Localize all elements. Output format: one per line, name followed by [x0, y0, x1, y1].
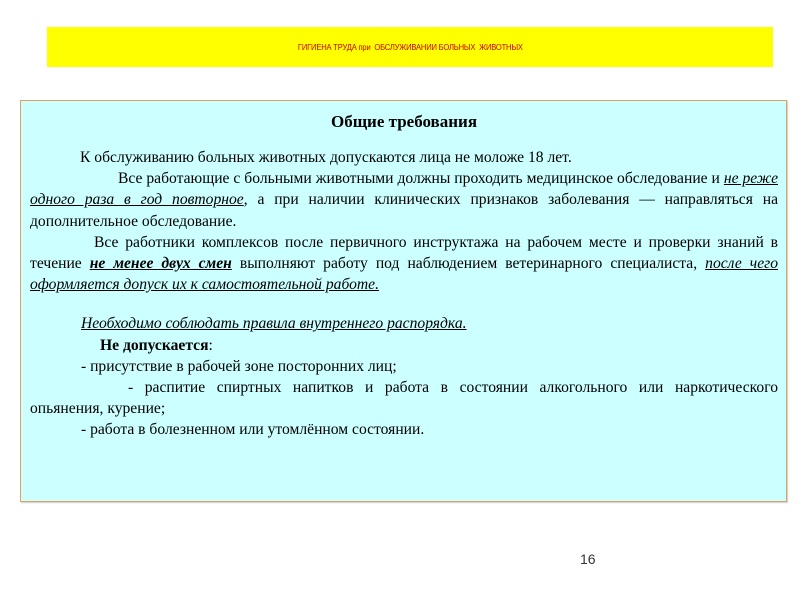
content-box	[20, 100, 787, 502]
paragraph-medical-exam	[30, 168, 778, 232]
slide-title: ГИГИЕНА ТРУДА при ОБСЛУЖИВАНИИ БОЛЬНЫХ ЖИВОТНЫХ	[297, 42, 523, 52]
list-item: - присутствие в рабочей зоне посторонних лиц;	[81, 357, 397, 375]
supervision-text-a: Все работники комплексов после первичного инструктажа на рабочем месте и проверки знаний в течение	[30, 233, 778, 273]
not-allowed-colon: :	[208, 336, 213, 354]
not-allowed-label: Не допускается	[100, 336, 209, 354]
medical-exam-text-a: Все работающие с больными животными должны проходить медицинское обследование и	[118, 170, 724, 188]
paragraph-supervision	[30, 232, 778, 296]
internal-rules-text: Необходимо соблюдать правила внутреннего распорядка.	[81, 315, 467, 333]
supervision-emphasis-shifts: не менее двух смен	[89, 255, 232, 273]
list-item: - распитие спиртных напитков и работа в состоянии алкогольного или наркотического опьянения, курение;	[30, 379, 778, 418]
title-banner	[47, 27, 773, 67]
page-number: 16	[580, 551, 596, 567]
medical-exam-emphasis: не реже одного раза в год повторное	[30, 170, 778, 209]
not-allowed-heading	[30, 335, 778, 356]
section-heading: Общие требования	[330, 112, 478, 131]
internal-rules-note	[30, 313, 778, 334]
list-item: - работа в болезненном или утомлённом состоянии.	[81, 421, 425, 439]
spacer	[30, 295, 778, 313]
medical-exam-text-c: , а при наличии клинических признаков заболевания — направляться на дополнительное обследование.	[30, 191, 778, 230]
paragraph-age-requirement: К обслуживанию больных животных допускаются лица не моложе 18 лет.	[80, 149, 572, 166]
supervision-emphasis-admission: после чего оформляется допуск их к самостоятельной работе.	[30, 255, 779, 294]
supervision-text-c: выполняют работу под наблюдением ветеринарного специалиста,	[231, 255, 706, 273]
